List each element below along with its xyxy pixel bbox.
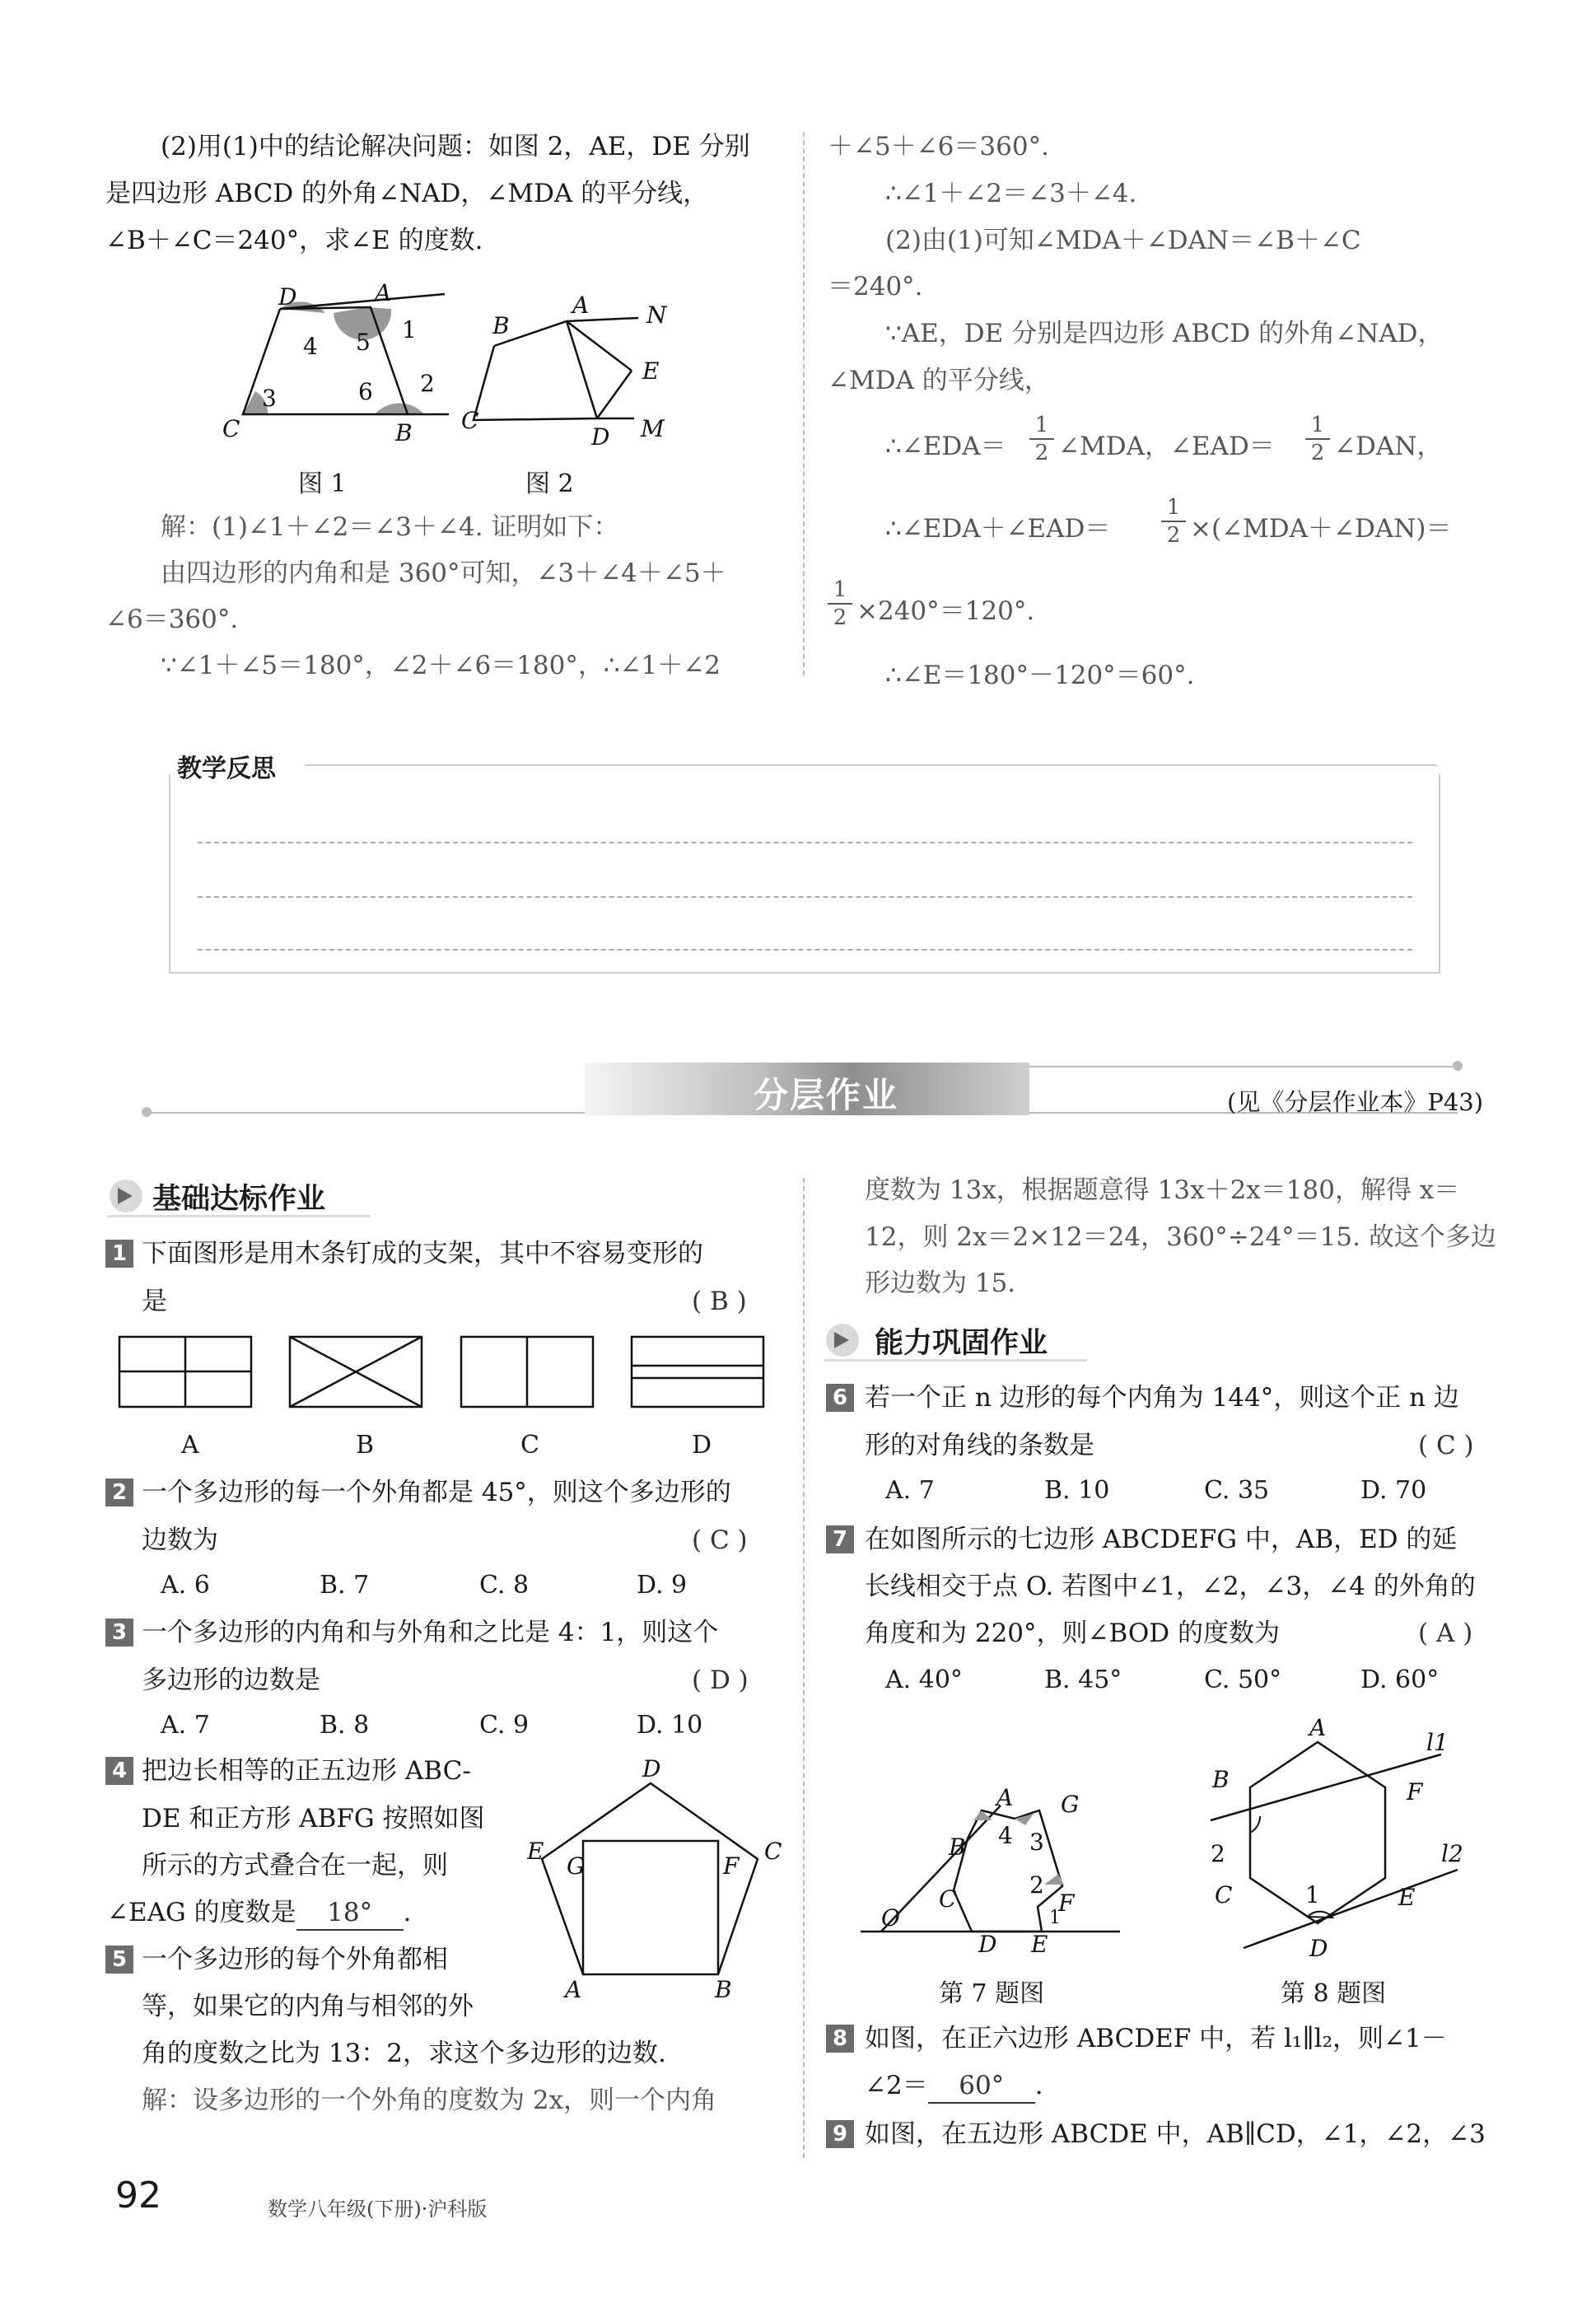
fig8-label: F <box>1407 1778 1423 1805</box>
fig7-label: C <box>939 1885 957 1913</box>
pentagon-label: B <box>715 1976 732 2003</box>
pentagon-square-figure <box>527 1759 791 2006</box>
option: A <box>181 1431 199 1460</box>
fraction: 1 2 <box>828 577 852 631</box>
fig1-label: 6 <box>358 378 373 405</box>
option: B. 8 <box>320 1711 370 1740</box>
layered-banner-title: 分层作业 <box>754 1075 899 1115</box>
fraction: 1 2 <box>1161 494 1186 549</box>
option: A. 7 <box>885 1476 935 1505</box>
title-underline <box>824 1359 1087 1362</box>
option: C. 9 <box>479 1711 530 1740</box>
pentagon-label: A <box>565 1976 582 2003</box>
solution-line: ∴∠1＋∠2＝∠3＋∠4. <box>885 179 1137 208</box>
question-number: 3 <box>105 1619 133 1647</box>
fig7-label: G <box>1061 1791 1080 1818</box>
answer-bracket: ( B ) <box>692 1287 747 1316</box>
answer-bracket: ( D ) <box>692 1665 749 1695</box>
pentagon-label: G <box>567 1852 586 1880</box>
column-divider <box>803 1178 805 2158</box>
fig1-label: B <box>395 419 413 446</box>
question-number: 4 <box>105 1757 133 1785</box>
option: B. 10 <box>1044 1476 1110 1505</box>
question-line: DE 和正方形 ABFG 按照如图 <box>142 1804 485 1834</box>
solution-line: ∴∠EDA＋∠EAD＝ <box>885 514 1111 544</box>
fig1-label: D <box>278 283 297 311</box>
option: C <box>520 1431 539 1460</box>
solution-line: ∴∠EDA＝ <box>885 432 1006 461</box>
section-title-ability: 能力巩固作业 <box>875 1327 1048 1360</box>
solution-line: ∵AE，DE 分别是四边形 ABCD 的外角∠NAD， <box>885 319 1444 348</box>
question-line: 等，如果它的内角与相邻的外 <box>142 1992 474 2021</box>
fig8-label: l1 <box>1426 1729 1449 1756</box>
answer-blank: 60° <box>928 2069 1035 2104</box>
fig1-label: A <box>375 279 392 306</box>
fig7-label: D <box>978 1931 997 1952</box>
fig7-label: 3 <box>1029 1829 1044 1856</box>
question-line: 下面图形是用木条钉成的支架，其中不容易变形的 <box>142 1239 703 1268</box>
fig7-label: F <box>1058 1890 1075 1917</box>
hexagon-figure <box>1194 1717 1466 1964</box>
fig7-label: B <box>949 1834 966 1861</box>
question-number: 2 <box>105 1478 133 1507</box>
fig7-label: 4 <box>998 1822 1013 1849</box>
option: B <box>356 1431 375 1460</box>
answer-blank: 18° <box>296 1896 404 1931</box>
solution-line: ∵∠1＋∠5＝180°，∠2＋∠6＝180°，∴∠1＋∠2 <box>161 651 721 680</box>
fig1-label: 5 <box>356 329 371 356</box>
q1-frames <box>115 1333 774 1415</box>
reflection-top-rule <box>305 764 1437 766</box>
fraction: 1 2 <box>1029 412 1054 466</box>
fig1-label: 1 <box>402 316 417 343</box>
book-title: 数学八年级(下册)·沪科版 <box>268 2198 488 2221</box>
question-line: 如图，在正六边形 ABCDEF 中，若 l₁∥l₂，则∠1－ <box>865 2024 1447 2053</box>
solution-line: 由四边形的内角和是 360°可知，∠3＋∠4＋∠5＋ <box>161 558 726 588</box>
answer-bracket: ( A ) <box>1418 1619 1473 1648</box>
question-line: 如图，在五边形 ABCDE 中，AB∥CD，∠1，∠2，∠3 <box>865 2119 1486 2149</box>
question-line: ∠EAG 的度数是 18° . <box>107 1896 411 1931</box>
option: D. 60° <box>1360 1665 1440 1694</box>
pentagon-label: C <box>764 1838 782 1865</box>
question-line: 角的度数之比为 13：2，求这个多边形的边数. <box>142 2039 666 2068</box>
question-number: 7 <box>826 1525 854 1553</box>
column-divider <box>803 132 805 675</box>
question-line: 一个多边形的每一个外角都是 45°，则这个多边形的 <box>142 1478 731 1507</box>
question-line: ∠B＋∠C＝240°，求∠E 的度数. <box>105 226 483 255</box>
question-line: 是 <box>142 1287 167 1316</box>
option: A. 6 <box>161 1571 210 1600</box>
fig8-label: B <box>1212 1766 1230 1793</box>
fig8-label: 2 <box>1211 1840 1225 1867</box>
fig2-label: N <box>646 301 667 329</box>
option: D. 9 <box>637 1571 688 1600</box>
fig2-label: D <box>591 423 610 451</box>
option: D <box>692 1431 712 1460</box>
fig1-label: 4 <box>303 333 318 360</box>
fig7-label: E <box>1031 1931 1048 1952</box>
question-line: 多边形的边数是 <box>142 1665 320 1695</box>
option: A. 7 <box>161 1711 210 1740</box>
figure-caption: 第 7 题图 <box>939 1979 1045 2008</box>
solution-line: 解：(1)∠1＋∠2＝∠3＋∠4. 证明如下： <box>161 512 619 542</box>
fig1-label: 3 <box>262 385 277 412</box>
option: C. 35 <box>1204 1476 1270 1505</box>
solution-line: (2)由(1)可知∠MDA＋∠DAN＝∠B＋∠C <box>885 226 1361 255</box>
question-number: 5 <box>105 1946 133 1974</box>
question-line: 把边长相等的正五边形 ABC- <box>142 1756 471 1786</box>
figure-caption: 图 1 <box>298 469 347 498</box>
fig8-label: A <box>1309 1717 1327 1741</box>
solution-line: ∠MDA 的平分线， <box>828 366 1050 395</box>
solution-line: 度数为 13x，根据题意得 13x＋2x＝180，解得 x＝ <box>865 1175 1460 1205</box>
writing-line <box>198 949 1412 951</box>
question-number: 9 <box>826 2120 854 2148</box>
question-line: 长线相交于点 O. 若图中∠1，∠2，∠3，∠4 的外角的 <box>865 1572 1476 1601</box>
writing-line <box>198 896 1412 898</box>
option: C. 50° <box>1204 1665 1282 1694</box>
page-number: 92 <box>115 2175 161 2217</box>
section-title-basic: 基础达标作业 <box>152 1183 326 1216</box>
fig1-label: C <box>222 415 240 442</box>
fig1-label: 2 <box>420 370 435 397</box>
banner-rule-top <box>1029 1066 1458 1067</box>
option: A. 40° <box>885 1665 963 1694</box>
figure-caption: 图 2 <box>525 469 574 498</box>
question-line: 在如图所示的七边形 ABCDEFG 中，AB，ED 的延 <box>865 1525 1458 1554</box>
heptagon-figure <box>856 1787 1128 1952</box>
angle-6-2-shade <box>375 403 424 414</box>
answer-bracket: ( C ) <box>1418 1431 1474 1460</box>
answer-bracket: ( C ) <box>692 1525 748 1555</box>
arrow-icon <box>118 1188 133 1204</box>
pentagon-label: F <box>723 1852 740 1880</box>
solution-line: 解：设多边形的一个外角的度数为 2x，则一个内角 <box>142 2086 717 2115</box>
option: C. 8 <box>479 1571 530 1600</box>
fig8-label: l2 <box>1441 1840 1463 1867</box>
question-line: 若一个正 n 边形的每个内角为 144°，则这个正 n 边 <box>865 1383 1459 1413</box>
title-underline <box>107 1215 371 1217</box>
question-line: 所示的方式叠合在一起，则 <box>142 1851 448 1880</box>
banner-rule-dot <box>142 1107 152 1117</box>
question-line: 边数为 <box>142 1525 218 1555</box>
fig8-label: E <box>1398 1884 1416 1911</box>
fig2-label: A <box>572 292 590 319</box>
figure-1 <box>222 276 453 457</box>
question-number: 8 <box>826 2025 854 2053</box>
option: B. 45° <box>1044 1665 1122 1694</box>
fig7-label: 1 <box>1049 1908 1061 1928</box>
solution-line: 形边数为 15. <box>865 1268 1016 1298</box>
option: D. 70 <box>1360 1476 1427 1505</box>
option: B. 7 <box>320 1571 370 1600</box>
solution-line: ∠MDA，∠EAD＝ <box>1058 432 1275 461</box>
question-number: 1 <box>105 1240 133 1268</box>
question-line: 一个多边形的内角和与外角和之比是 4：1，则这个 <box>142 1618 719 1647</box>
layered-reference: (见《分层作业本》P43) <box>1227 1088 1484 1116</box>
fig8-label: 1 <box>1305 1881 1320 1908</box>
solution-line: ∠DAN， <box>1334 432 1443 461</box>
fig7-label: O <box>881 1904 900 1932</box>
arrow-icon <box>834 1332 849 1348</box>
pentagon-label: D <box>642 1759 661 1782</box>
fig2-label: E <box>642 357 660 385</box>
figure-2 <box>461 280 684 453</box>
writing-line <box>198 842 1412 843</box>
fig7-label: 2 <box>1029 1871 1044 1899</box>
question-line: 角度和为 220°，则∠BOD 的度数为 <box>865 1619 1280 1648</box>
solution-line: ×(∠MDA＋∠DAN)＝ <box>1190 514 1452 544</box>
solution-line: ＋∠5＋∠6＝360°. <box>828 132 1049 161</box>
reflection-title: 教学反思 <box>177 754 276 783</box>
pentagon-label: E <box>527 1838 544 1865</box>
solution-line: ×240°＝120°. <box>856 596 1035 626</box>
solution-line: 12，则 2x＝2×12＝24，360°÷24°＝15. 故这个多边 <box>865 1222 1496 1252</box>
fig8-label: C <box>1215 1881 1233 1908</box>
fig8-label: D <box>1309 1935 1328 1962</box>
fig2-label: C <box>461 407 479 434</box>
question-line: 形的对角线的条数是 <box>865 1431 1094 1460</box>
option: D. 10 <box>637 1711 703 1740</box>
question-line: 是四边形 ABCD 的外角∠NAD，∠MDA 的平分线， <box>105 179 709 208</box>
fig2-label: B <box>492 312 510 339</box>
solution-line: ∠6＝360°. <box>105 605 239 634</box>
figure-caption: 第 8 题图 <box>1281 1979 1387 2008</box>
question-line: (2)用(1)中的结论解决问题：如图 2，AE，DE 分别 <box>161 132 750 161</box>
solution-line: ＝240°. <box>828 272 923 301</box>
reflection-frame <box>169 774 1440 974</box>
solution-line: ∴∠E＝180°－120°＝60°. <box>885 661 1195 690</box>
question-line: 一个多边形的每个外角都相 <box>142 1945 448 1974</box>
fig2-label: M <box>641 415 665 442</box>
question-number: 6 <box>826 1384 854 1412</box>
fig7-label: A <box>996 1787 1014 1811</box>
question-line: ∠2＝ 60° . <box>865 2069 1043 2104</box>
fraction: 1 2 <box>1305 412 1330 466</box>
